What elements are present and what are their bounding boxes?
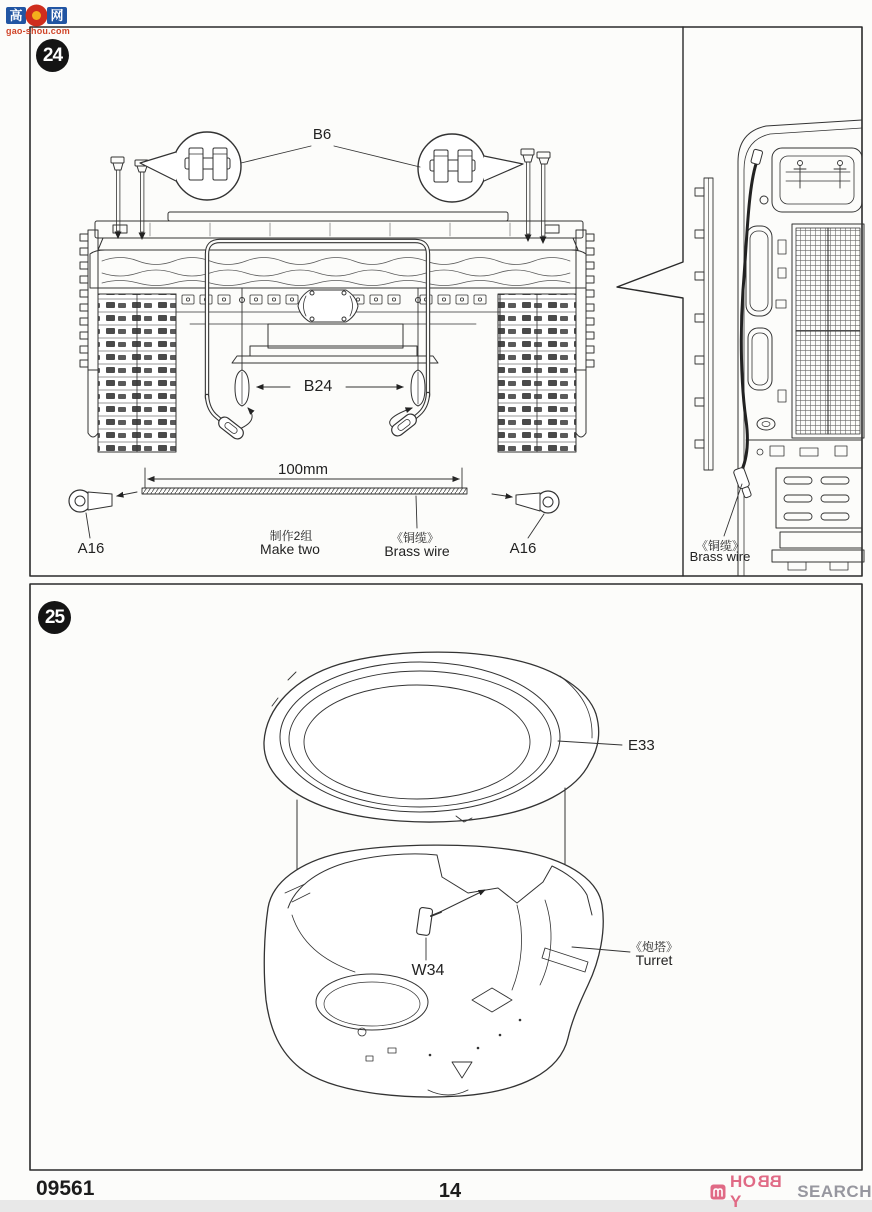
panel-brass-wire-cn-label: 《铜缆》 bbox=[695, 539, 744, 553]
page-number: 14 bbox=[438, 1180, 462, 1202]
brass-wire-en-label: Brass wire bbox=[384, 543, 450, 559]
panel-brass-wire bbox=[733, 149, 763, 499]
kit-part-number: 09561 bbox=[36, 1177, 95, 1200]
hull-rear-diagram bbox=[80, 132, 594, 452]
watermark-site: gao-shou.com bbox=[6, 26, 70, 36]
b6-bolt-right bbox=[521, 149, 550, 244]
a16-part-left bbox=[69, 490, 137, 538]
turret-en-label: Turret bbox=[635, 952, 673, 968]
step-25-badge: 25 bbox=[38, 601, 71, 634]
side-panel-diagram bbox=[695, 120, 864, 576]
e33-label: E33 bbox=[628, 737, 655, 754]
w34-label: W34 bbox=[411, 962, 445, 979]
b6-magnifier-right bbox=[418, 134, 523, 202]
panel-brass-wire-en-label: Brass wire bbox=[689, 549, 751, 564]
b6-bolt-left bbox=[111, 157, 148, 240]
gear-icon bbox=[27, 6, 46, 25]
step-24-badge: 24 bbox=[36, 39, 69, 72]
logo-hobby-text: HOBBY bbox=[730, 1172, 783, 1211]
watermark-char-left: 高 bbox=[6, 7, 26, 24]
a16-label-right: A16 bbox=[509, 540, 537, 557]
watermark-char-right: 网 bbox=[47, 7, 67, 24]
dimension-label: 100mm bbox=[277, 461, 329, 478]
b24-clamp-left bbox=[235, 288, 249, 406]
make-two-en-label: Make two bbox=[260, 541, 320, 557]
b24-label: B24 bbox=[303, 378, 333, 395]
hobby-search-logo bbox=[710, 1172, 872, 1212]
watermark bbox=[6, 6, 80, 36]
brass-wire-cn-label: 《铜缆》 bbox=[390, 531, 439, 545]
make-two-cn-label: 制作2组 bbox=[269, 529, 313, 543]
a16-label-left: A16 bbox=[77, 540, 105, 557]
b24-clamp-right bbox=[411, 288, 425, 406]
a16-part-right bbox=[492, 491, 559, 538]
logo-search-text: SEARCH bbox=[797, 1182, 872, 1201]
turret-cn-label: 《炮塔》 bbox=[629, 940, 678, 954]
b6-label: B6 bbox=[312, 126, 332, 143]
b6-magnifier-left bbox=[140, 132, 241, 200]
hobby-search-icon bbox=[710, 1184, 726, 1200]
